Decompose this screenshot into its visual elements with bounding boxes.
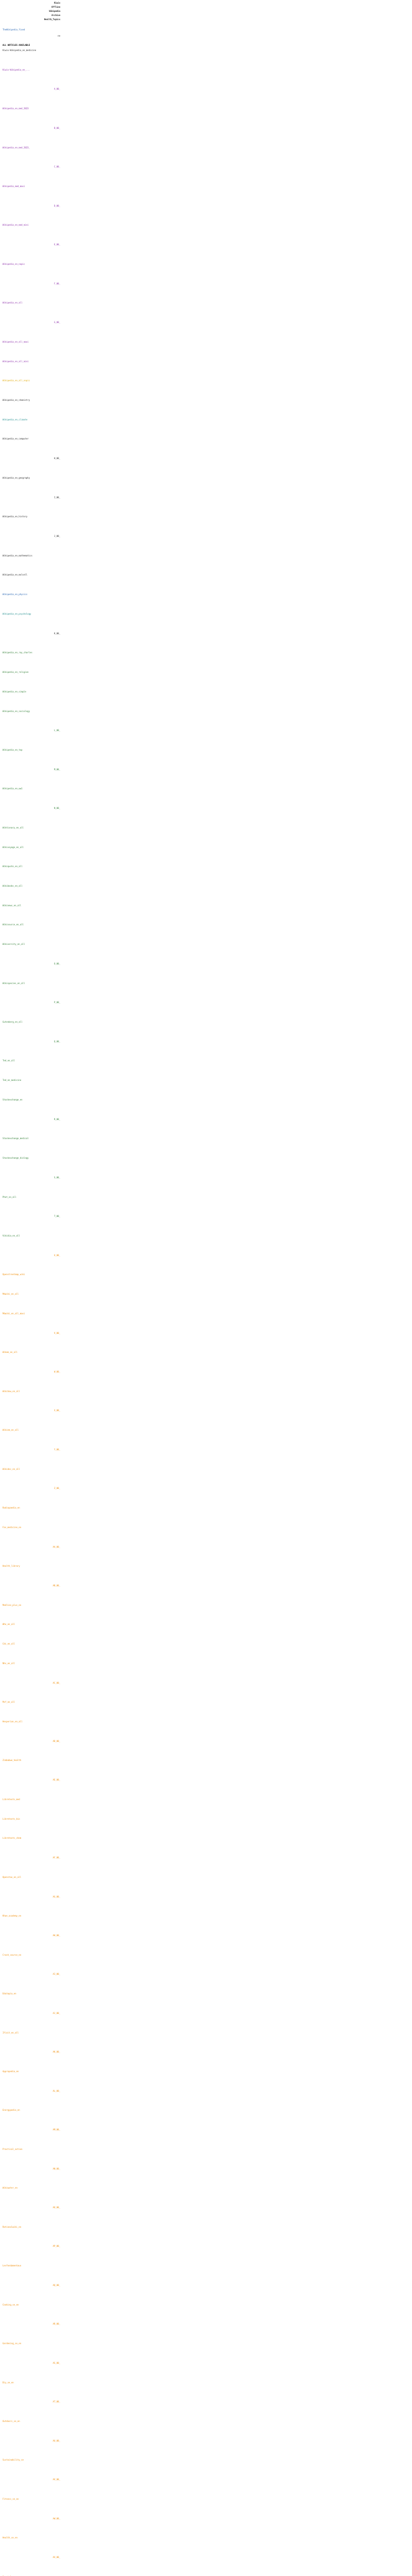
list-item-subtag: AA_00_ bbox=[53, 1546, 60, 1548]
list-item-link[interactable]: Wikipedia_en_med_2023 bbox=[3, 107, 29, 110]
list-item-link[interactable]: Wikipedia_en_nopic bbox=[3, 263, 25, 265]
list-item-link[interactable]: Diy_se_en bbox=[3, 2381, 14, 2384]
list-item-subtag: AP_00_ bbox=[53, 2245, 60, 2247]
list-item-link[interactable]: Wiktionary_en_all bbox=[3, 826, 24, 829]
list-item-link[interactable]: Wikipedia_en_physics bbox=[3, 593, 28, 596]
list-item-link[interactable]: Wikiem_en_all bbox=[3, 1429, 19, 1431]
list-item-link[interactable]: Msf_en_all bbox=[3, 1701, 15, 1703]
list-item-link[interactable]: Rationalwiki_en bbox=[3, 2226, 22, 2228]
list-item-subtag: AC_00_ bbox=[53, 1682, 60, 1684]
list-item-subtag: T_00_ bbox=[54, 1215, 60, 1217]
list-item-link[interactable]: Edutopia_en bbox=[3, 1992, 16, 1995]
list-item-link[interactable]: Wikipedia_en_climate bbox=[3, 418, 28, 421]
list-item-link[interactable]: Wikiquote_en_all bbox=[3, 865, 23, 868]
intro-link[interactable]: TheWikipedia_fixed bbox=[3, 28, 25, 31]
list-item-subtag: AQ_00_ bbox=[53, 2284, 60, 2286]
list-item-link[interactable]: Wikipedia_en_sociology bbox=[3, 710, 30, 713]
list-item-subtag: AS_00_ bbox=[53, 2362, 60, 2364]
list-item-subtag: AN_00_ bbox=[53, 2167, 60, 2170]
list-item-link[interactable]: Wikipedia_en_molcell bbox=[3, 573, 28, 576]
list-item-link[interactable]: Kiwix-Wikipedia_en_... bbox=[3, 69, 30, 71]
list-item-link[interactable]: Wikisource_en_all bbox=[3, 923, 24, 926]
list-item-subtag: AG_00_ bbox=[53, 1895, 60, 1898]
list-item-link[interactable]: Phet_en_all bbox=[3, 1196, 16, 1198]
list-item-subtag: X_00_ bbox=[54, 1409, 60, 1412]
list-item-link[interactable]: Libretexts_chem bbox=[3, 1837, 22, 1839]
list-item-link[interactable]: Ted_en_medicine bbox=[3, 1079, 22, 1081]
list-item-link[interactable]: Sustainability_se bbox=[3, 2459, 24, 2461]
list-item-link[interactable]: Health_se_en bbox=[3, 2536, 18, 2539]
list-item-subtag: AW_00_ bbox=[53, 2517, 60, 2520]
list-item-link[interactable]: Hesperian_en_all bbox=[3, 1720, 23, 1723]
list-item-link[interactable]: Crash_course_en bbox=[3, 1954, 22, 1956]
list-item-link[interactable]: Stackexchange_biology bbox=[3, 1157, 29, 1159]
list-item-link[interactable]: Stackexchange_medical bbox=[3, 1137, 29, 1140]
header-line: Archive bbox=[52, 14, 60, 16]
list-item-link[interactable]: Cdc_en_all bbox=[3, 1642, 15, 1645]
list-item-subtag: AH_00_ bbox=[53, 1934, 60, 1937]
list-item-link[interactable]: Khan_academy_en bbox=[3, 1914, 22, 1917]
list-item-link[interactable]: Health_library bbox=[3, 1565, 20, 1567]
list-item-subtag: O_00_ bbox=[54, 962, 60, 965]
list-item-link[interactable]: Wikipedia_med_maxi bbox=[3, 185, 25, 188]
list-item-link[interactable]: Libretexts_bio bbox=[3, 1818, 20, 1820]
list-item-subtag: AT_00_ bbox=[53, 2400, 60, 2403]
list-item-link[interactable]: Wikivoyage_en_all bbox=[3, 846, 24, 849]
list-item-link[interactable]: Fitness_se_en bbox=[3, 2498, 19, 2500]
list-item-link[interactable]: Gutenberg_en_all bbox=[3, 1021, 23, 1023]
list-item-subtag: I_00_ bbox=[54, 496, 60, 499]
list-item-link[interactable]: Wikipedia_en_mathematics bbox=[3, 554, 32, 557]
list-item-subtag: E_00_ bbox=[54, 243, 60, 246]
list-item-link[interactable]: Stackexchange_en bbox=[3, 1098, 23, 1101]
list-item-link[interactable]: Energypedia_en bbox=[3, 2109, 20, 2111]
list-item-subtag: V_00_ bbox=[54, 1332, 60, 1334]
list-item-subtag: H_00_ bbox=[54, 457, 60, 460]
list-item-link[interactable]: Mdwiki_en_all bbox=[3, 1293, 19, 1295]
list-item-subtag: AB_00_ bbox=[53, 1584, 60, 1587]
list-item-link[interactable]: Practical_action bbox=[3, 2148, 23, 2150]
list-item-link[interactable]: Wikispecies_en_all bbox=[3, 982, 25, 985]
list-item-subtag: F_00_ bbox=[54, 282, 60, 285]
list-item-link[interactable]: Wikem_en_all bbox=[3, 1351, 18, 1353]
list-item-link[interactable]: Vikidia_en_all bbox=[3, 1234, 20, 1237]
list-item-link[interactable]: Wikibooks_en_all bbox=[3, 885, 23, 887]
list-item-link[interactable]: Wikipedia_en_all_nopic bbox=[3, 379, 30, 382]
list-item-subtag: A_00_ bbox=[54, 88, 60, 90]
list-item-subtag: R_00_ bbox=[54, 1118, 60, 1121]
list-item-link[interactable]: Wikipedia_en_all_mini bbox=[3, 360, 29, 363]
list-item-link[interactable]: Outdoors_se_en bbox=[3, 2420, 20, 2422]
list-item-link[interactable]: Wikipedia_en_ww1 bbox=[3, 787, 23, 790]
list-item-subtag: L_00_ bbox=[54, 729, 60, 732]
list-item-link[interactable]: Wikipedia_en_ray_charles bbox=[3, 651, 32, 654]
intro-tail: ne bbox=[58, 35, 60, 37]
list-item-subtag: B_00_ bbox=[54, 127, 60, 129]
list-item-subtag: P_00_ bbox=[54, 1001, 60, 1004]
list-item-link[interactable]: Wikiversity_en_all bbox=[3, 943, 25, 945]
list-item-link[interactable]: Wikipedia_en_all_maxi bbox=[3, 341, 29, 343]
list-item-link[interactable]: Wikipedia_en_med_mini bbox=[3, 224, 29, 226]
header-line: Health_Topics bbox=[44, 18, 60, 21]
list-item-subtag: AF_00_ bbox=[53, 1856, 60, 1859]
list-item-link[interactable]: Wikipedia_en_history bbox=[3, 515, 28, 518]
list-item-link[interactable]: Wikipedia_en_chemistry bbox=[3, 399, 30, 401]
list-item-subtag: K_00_ bbox=[54, 632, 60, 635]
list-item-link[interactable]: Medline_plus_en bbox=[3, 1604, 22, 1606]
list-item-link[interactable]: Who_en_all bbox=[3, 1623, 15, 1625]
list-item-subtag: AL_00_ bbox=[53, 2090, 60, 2092]
list-item-link[interactable]: Kiwix-Wikipedia_en_medicine bbox=[3, 49, 37, 52]
list-item-link[interactable]: Nhs_en_all bbox=[3, 1662, 15, 1665]
section-title: ALL ARTICLES AVAILABLE bbox=[3, 44, 30, 46]
list-item-subtag: N_00_ bbox=[54, 807, 60, 809]
list-item-link[interactable]: Wikipedia_en_simple bbox=[3, 690, 26, 693]
list-item-link[interactable]: Appropedia_en bbox=[3, 2070, 19, 2073]
list-item-link[interactable]: Wikipedia_en_religion bbox=[3, 671, 29, 673]
list-item-link[interactable]: Wikipedia_en_computer bbox=[3, 437, 29, 440]
list-item-subtag: Y_00_ bbox=[54, 1448, 60, 1451]
list-item-subtag: AR_00_ bbox=[53, 2323, 60, 2325]
list-item-link[interactable]: Wikipedia_en_geography bbox=[3, 477, 30, 479]
list-item-subtag: AJ_00_ bbox=[53, 2012, 60, 2014]
list-item-link[interactable]: Openstreetmap_wiki bbox=[3, 1273, 25, 1276]
list-item-subtag: AI_00_ bbox=[53, 1973, 60, 1975]
list-item-link[interactable]: Libretexts_med bbox=[3, 1798, 20, 1801]
list-item-subtag: U_00_ bbox=[54, 1254, 60, 1257]
list-item-subtag: D_00_ bbox=[54, 205, 60, 207]
list-item-subtag: AK_00_ bbox=[53, 2050, 60, 2053]
list-item-subtag: S_00_ bbox=[54, 1176, 60, 1179]
list-item-link[interactable]: Cooking_se_en bbox=[3, 2303, 19, 2306]
list-item-link[interactable]: Fas_medicine_en bbox=[3, 1526, 22, 1529]
list-item-link[interactable]: Wikipedia_en_top bbox=[3, 749, 23, 751]
header-line: Offline bbox=[52, 6, 60, 8]
list-item-link[interactable]: Ifixit_en_all bbox=[3, 2031, 19, 2034]
list-item-subtag: Q_00_ bbox=[54, 1040, 60, 1043]
list-item-subtag: Z_00_ bbox=[54, 1487, 60, 1489]
list-item-subtag: AO_00_ bbox=[53, 2206, 60, 2209]
list-item-link[interactable]: Wikidoc_en_all bbox=[3, 1468, 20, 1470]
list-item-link[interactable]: Wikipedia_en_all bbox=[3, 301, 23, 304]
list-item-link[interactable]: Wikiwater_en bbox=[3, 2187, 18, 2189]
list-item-link[interactable]: Openstax_en_all bbox=[3, 1876, 22, 1878]
list-item-link[interactable]: Wikihow_en_all bbox=[3, 1390, 20, 1393]
list-item-link[interactable]: Wikipedia_en_med_2023_ bbox=[3, 146, 30, 149]
list-item-subtag: AU_00_ bbox=[53, 2439, 60, 2442]
list-item-link[interactable]: Zimbabwe_health bbox=[3, 1759, 22, 1761]
list-item-subtag: G_00_ bbox=[54, 321, 60, 324]
list-item-link[interactable]: Mdwiki_en_all_maxi bbox=[3, 1312, 25, 1315]
list-item-link[interactable]: Lesfondamentaux bbox=[3, 2264, 22, 2267]
header-line: Wikipedia bbox=[49, 10, 60, 12]
list-item-link[interactable]: Wikipedia_en_psychology bbox=[3, 613, 31, 615]
list-item-subtag: C_00_ bbox=[54, 165, 60, 168]
header-line: Kiwix bbox=[54, 2, 60, 4]
list-item-link[interactable]: Radiopaedia_en bbox=[3, 1506, 20, 1509]
list-item-link[interactable]: Ted_en_all bbox=[3, 1059, 15, 1062]
list-item-link[interactable]: Wikinews_en_all bbox=[3, 904, 22, 907]
list-item-subtag: J_00_ bbox=[54, 535, 60, 537]
list-item-subtag: W_00_ bbox=[54, 1370, 60, 1373]
list-item-subtag: AD_00_ bbox=[53, 1740, 60, 1742]
list-item-subtag: AX_00_ bbox=[53, 2556, 60, 2558]
list-item-subtag: AM_00_ bbox=[53, 2128, 60, 2131]
list-item-subtag: M_00_ bbox=[54, 768, 60, 771]
list-item-subtag: AV_00_ bbox=[53, 2478, 60, 2481]
list-item-subtag: AE_00_ bbox=[53, 1778, 60, 1781]
list-item-link[interactable]: Gardening_se_en bbox=[3, 2342, 22, 2345]
